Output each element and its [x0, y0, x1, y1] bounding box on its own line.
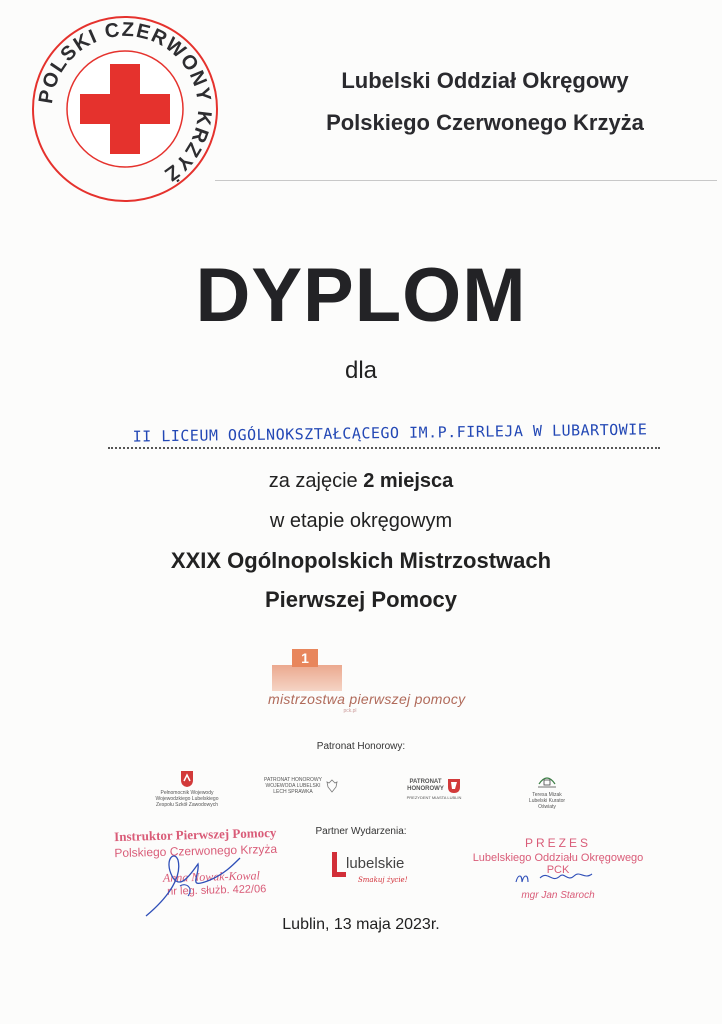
org-name-line1: Lubelski Oddział Okręgowy [341, 68, 629, 93]
recipient-dotted-line [108, 447, 660, 449]
stage-line: w etapie okręgowym [269, 510, 453, 532]
seal-text: POLSKI CZERWONY KRZYŻ [34, 18, 216, 186]
place-and-date: Lublin, 13 maja 2023r. [282, 916, 440, 933]
instructor-reg: nr leg. służb. 422/06 [167, 883, 267, 898]
instructor-title: Instruktor Pierwszej Pomocy [113, 824, 277, 845]
patron-1: Pełnomocnik Wojewody Wojewodzkiego Lubelskiego Zespołu Szkół Zawodowych [152, 770, 222, 808]
org-name-line2: Polskiego Czerwonego Krzyża [326, 110, 644, 135]
president-org: Lubelskiego Oddziału Okręgowego PCK [472, 852, 644, 876]
instructor-org: Polskiego Czerwonego Krzyża [114, 841, 278, 861]
patron-4: Teresa Mizak Lubelski Kurator Oświaty [522, 772, 572, 810]
placement-line [0, 470, 722, 493]
placement-prefix: za zajęcie [268, 470, 364, 492]
event-line2: Pierwszej Pomocy [265, 587, 457, 612]
championship-logo-text: mistrzostwa pierwszej pomocy [268, 691, 466, 707]
lublin-crest-icon [447, 778, 461, 794]
president-name: mgr Jan Staroch [521, 890, 595, 901]
championship-logo-sub: pck.pl [343, 708, 357, 714]
red-cross-seal-logo [30, 14, 220, 204]
partner-name: lubelskie [346, 855, 405, 872]
instructor-name: Anna Nowak-Kowal [162, 868, 261, 885]
lubelskie-partner-logo [328, 846, 418, 890]
podium-number: 1 [301, 650, 309, 666]
instructor-signature-scribble [140, 846, 250, 922]
kurator-emblem-icon [536, 772, 558, 790]
president-signature-scribble [510, 866, 600, 888]
patron-3: PATRONAT HONOROWY PREZYDENT MIASTA LUBLIN [406, 779, 462, 800]
eagle-emblem-icon [326, 779, 338, 793]
president-title: PREZES [524, 836, 591, 850]
recipient-handwritten: II LICEUM OGÓLNOKSZTAŁCĄCEGO IM.P.FIRLEJA W LUBARTOWIE [132, 420, 648, 446]
header-divider [215, 180, 717, 181]
for-word: dla [344, 357, 378, 384]
patron-2: PATRONAT HONOROWY WOJEWODA LUBELSKI LECH SPRAWKA [258, 777, 344, 795]
diploma-title: DYPLOM [195, 253, 527, 338]
placement-bold: 2 miejsca [363, 470, 454, 492]
partner-label: Partner Wydarzenia: [315, 826, 407, 837]
patronage-label: Patronat Honorowy: [316, 741, 406, 752]
event-line1: XXIX Ogólnopolskich Mistrzostwach [170, 548, 552, 573]
partner-slogan: Smakuj życie! [358, 876, 408, 884]
lubelskie-crest-icon [180, 770, 194, 788]
